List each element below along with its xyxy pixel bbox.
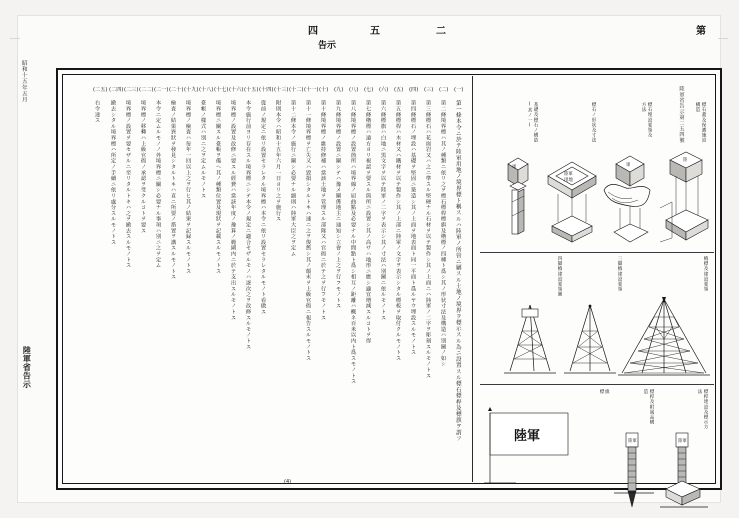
column-number-15: (十六) — [229, 87, 244, 93]
column-number-23: (二四) — [109, 87, 124, 93]
figure-9-caption: 標桿及附属品構造 — [643, 389, 654, 425]
svg-text:軍: 軍 — [512, 165, 517, 170]
text-column-13: 從前ノ規定ニ依リ設置セラレタル境界標ハ本令ニ依リ設置セラレタルモノト看做ス — [259, 100, 266, 315]
column-number-24: (二五) — [93, 87, 108, 93]
column-number-22: (二三) — [124, 87, 139, 93]
column-number-5: (六) — [379, 87, 389, 93]
title-char-2: 五 — [370, 26, 380, 37]
column-number-16: (十七) — [214, 87, 229, 93]
text-column-19: 檢査ノ結果異狀ヲ發見シタルトキハ直ニ所要ノ措置ヲ講スルモノトス — [169, 100, 176, 280]
figure-row-2 — [480, 252, 714, 385]
text-column-15: 境界標ノ設置及改修ニ要スル經費ハ當該年度ノ豫算ノ範圍内ニ於テ支出スルモノトス — [229, 100, 236, 321]
text-column-8: 第九條境界標ノ設置ニ關シテハ豫メ關係地主ニ通知シ立會ノ上之ヲ行フモノトス — [334, 100, 341, 309]
svg-text:陸軍: 陸軍 — [564, 172, 573, 177]
column-number-6: (七) — [364, 87, 374, 93]
text-column-23: 撤去シタル境界標ハ所定ノ手續ニ依リ處分スルモノトス — [109, 100, 116, 245]
flag-kanji: 陸軍 — [514, 429, 541, 444]
column-separator — [472, 76, 473, 482]
figure-6-caption: 三脚櫓建設要領 — [617, 256, 622, 292]
column-number-3: (四) — [409, 87, 419, 93]
text-columns — [66, 100, 470, 480]
text-column-5: 第六條標旗ハ白地ニ黒文字ヲ以テ陸軍ノ二字ヲ表示シ其ノ寸法ハ別圖ニ依ルモノトス — [379, 100, 386, 321]
figure-3-caption: 標石埋設要領及方法 — [641, 102, 652, 138]
column-number-7: (八) — [349, 87, 359, 93]
svg-text:軍: 軍 — [626, 163, 631, 168]
title-label: 告示 — [318, 41, 337, 51]
column-number-17: (十八) — [199, 87, 214, 93]
registration-mark-right — [718, 38, 728, 39]
outside-date: 昭和十五年五月 — [20, 60, 27, 103]
svg-text:陸: 陸 — [683, 158, 688, 163]
text-column-7: 第八條境界標ノ設置箇所ハ境界線ノ屈曲點及必要ナル中間點ト爲シ相互ノ距離ハ概ネ百米以内ト爲スモノトス — [349, 100, 356, 385]
svg-text:陸軍: 陸軍 — [628, 439, 637, 444]
paper-sheet — [18, 16, 720, 502]
figure-row-3 — [480, 384, 714, 480]
column-number-13: (十四) — [259, 87, 274, 93]
figure-2-caption: 標石ノ形状及寸法 — [591, 102, 596, 143]
text-column-18: 境界標ノ檢査ハ毎年一回以上之ヲ行ヒ其ノ結果ヲ記録スルモノトス — [184, 100, 191, 274]
registration-mark-left — [10, 38, 20, 39]
column-number-20: (二一) — [154, 87, 169, 93]
figure-6-drawing — [562, 303, 618, 379]
text-column-3: 第四條標石ノ埋設ハ基礎ヲ堅固ニ築造シ其ノ上面ヲ地表面ト同一平面ト爲ルヤウ埋設スルモノトス — [409, 100, 416, 356]
text-column-10: 第十一條境界標ヲ亡失又ハ毀損シタルトキハ速ニ之ヲ復舊シ其ノ顛末ヲ上級官衙ニ報告スルモノトス — [304, 100, 311, 361]
column-numbers — [66, 86, 470, 98]
figure-5-drawing — [616, 297, 712, 379]
text-column-6: 第七條櫓標ハ遠方ヨリ視認ヲ要スル箇所ニ設置シ其ノ高サハ地形ニ應シ適宜増減スルコトヲ得 — [364, 100, 371, 344]
text-column-1: 第二條境界標ハ其ノ種類ニ依リ之ヲ標石標桿標旗及櫓標ノ四種ト爲シ其ノ形状寸法及構造ハ別圖ノ如シ — [439, 100, 446, 367]
text-column-22: 境界標ノ設置ヲ要セザルニ至リタルトキハ之ヲ撤去スルモノトス — [124, 100, 131, 269]
figure-2-drawing — [542, 146, 600, 246]
figure-header-note: 陸軍省告示第二五四號 — [678, 86, 685, 143]
figure-8-caption: 標旗 — [599, 390, 610, 395]
column-number-19: (二十) — [169, 87, 184, 93]
column-number-18: (十九) — [184, 87, 199, 93]
text-column-4: 第五條標桿ハ木材又ハ鐵材ヲ以テ製作シ其ノ上部ニ陸軍ノ文字ヲ表示シタル標板ヲ取付クルモノトス — [394, 100, 401, 361]
document-frame — [56, 68, 722, 490]
column-number-1: (二) — [439, 87, 449, 93]
figure-10-drawing — [658, 431, 710, 515]
seal-stamp: 陸軍省告示 — [22, 346, 32, 389]
page-number: (4) — [284, 479, 292, 485]
text-column-2: 第三條標石ハ花崗岩又ハ之ニ準スル堅硬ナル石材ヲ以テ製作シ其ノ上面ニハ陸軍ノ二字ヲ彫刻スルモノトス — [424, 100, 431, 379]
figure-3-drawing — [598, 146, 656, 246]
svg-text:用地: 用地 — [564, 178, 573, 183]
column-number-11: (十二) — [289, 87, 304, 93]
text-column-24: 右令達ス — [93, 100, 100, 124]
figure-9-drawing — [610, 431, 658, 515]
title-char-0: 第 — [696, 26, 706, 37]
column-number-10: (十一) — [304, 87, 319, 93]
figure-region — [480, 86, 714, 480]
figure-7-caption: 四脚櫓建設要領圖 — [557, 256, 562, 297]
figure-10-caption: 標桿建設及標示方法 — [697, 389, 708, 430]
text-column-0: 第一條本令ニ於テ陸軍用地ノ境界標ト稱スルハ陸軍ノ所管ニ屬スル土地ノ境界ヲ標示スル為ニ設置スル標石標桿及標旗ヲ謂フ — [454, 100, 461, 442]
text-column-12: 附則本令ハ昭和十五年六月一日ヨリ之ヲ施行ス — [274, 100, 281, 222]
figure-row-1 — [480, 100, 714, 252]
column-number-21: (二二) — [139, 87, 154, 93]
text-column-14: 本令施行前ヨリ存在スル境界標ニシテ本令ノ規定ニ適合セザルモノハ逐次之ヲ改修スルモノトス — [244, 100, 251, 350]
figure-8-drawing — [482, 407, 588, 489]
column-number-2: (三) — [424, 87, 434, 93]
title-char-1: 二 — [436, 26, 446, 37]
text-column-9: 第十條境界標ノ維持修補ハ當該土地ヲ管理スル部隊又ハ官衙ニ於テ之ヲ行フモノトス — [319, 100, 326, 321]
figure-5-caption: 櫓標及建設要領 — [703, 256, 708, 292]
text-column-17: 臺帳ノ樣式ハ別ニ之ヲ定ムルモノトス — [199, 100, 206, 199]
figure-1-caption: 基礎及標石ノ構造(其ノ一) — [527, 102, 538, 143]
figure-7-drawing — [500, 301, 560, 381]
column-number-4: (五) — [394, 87, 404, 93]
column-number-8: (九) — [334, 87, 344, 93]
column-number-12: (十三) — [274, 87, 289, 93]
column-number-14: (十五) — [244, 87, 259, 93]
text-column-11: 第十二條本令ノ施行ニ關シ必要ナル細則ハ陸軍大臣之ヲ定ム — [289, 100, 296, 257]
column-number-9: (十) — [319, 87, 329, 93]
text-column-21: 境界標ノ移轉ハ上級官衙ノ承認ヲ受クルコトヲ要ス — [139, 100, 146, 234]
text-column-20: 本令ニ定ムルモノノ外境界標ニ關シ必要ナル事項ハ別ニ之ヲ定ム — [154, 100, 161, 269]
svg-text:陸軍: 陸軍 — [678, 439, 687, 444]
text-column-16: 境界標ニ關スル臺帳ヲ備ヘ其ノ種類位置及現狀ヲ記載スルモノトス — [214, 100, 221, 274]
figure-1-drawing — [492, 146, 542, 246]
column-number-0: (一) — [454, 87, 464, 93]
title-char-3: 四 — [308, 26, 318, 37]
figure-4-drawing — [656, 146, 712, 246]
figure-4-caption: 標石蓋及保護施設構造 — [695, 102, 706, 143]
